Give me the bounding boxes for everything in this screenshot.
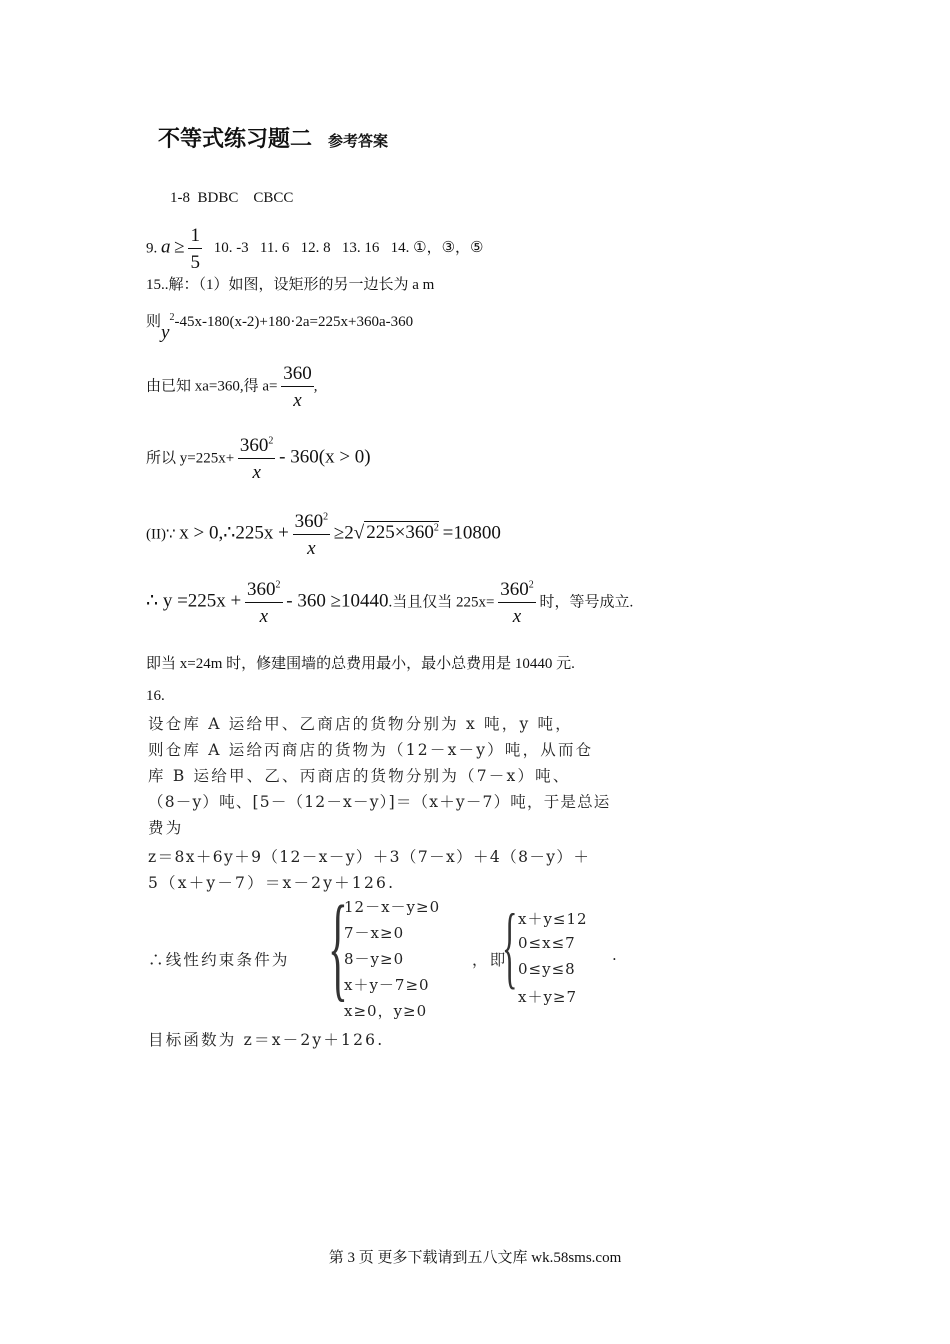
q15-line4 xyxy=(146,512,501,558)
q15-line3-fraction xyxy=(238,436,276,482)
q15-line2-fraction xyxy=(281,364,314,410)
q9-fraction xyxy=(188,226,202,272)
q15-line1 xyxy=(146,310,414,343)
sys2-row: x＋y≤12 xyxy=(518,910,588,928)
q15-intro: 15..解：（1）如图，设矩形的另一边长为 a m xyxy=(146,277,435,293)
q15-line2-den: x xyxy=(293,390,302,411)
sqrt-symbol: √ xyxy=(353,522,365,544)
q15-line4-sqrt-wrap xyxy=(364,521,439,543)
q15-line4-sup: 2 xyxy=(323,511,329,523)
q15-line5-pre: ∴ y =225x + xyxy=(146,590,242,612)
q15-line5-end: 时，等号成立. xyxy=(539,594,634,611)
sys-period: . xyxy=(612,946,618,964)
constraint-label: ∴线性约束条件为 xyxy=(148,951,290,969)
q15-line5-den2: x xyxy=(512,606,522,627)
q15-line5-den: x xyxy=(259,606,268,627)
sys1-row: 7－x≥0 xyxy=(344,924,405,942)
q16-p4: （8－y）吨、[5－（12－x－y）]＝（x＋y－7）吨，于是总运 xyxy=(148,793,611,811)
q15-line5-num: 360 xyxy=(247,579,276,600)
q15-line1-y: y xyxy=(161,322,170,343)
q15-line4-sqrt-sup: 2 xyxy=(433,523,439,535)
q15-line5-text: .当且仅当 225x= xyxy=(388,594,495,611)
title-text: 不等式练习题二 xyxy=(158,127,313,152)
q15-line1-sup: 2 xyxy=(169,312,175,323)
q15-line4-a: x > 0,∴225x + xyxy=(179,522,289,544)
q15-line5 xyxy=(146,580,633,626)
q16-p2: 则仓库 A 运给丙商店的货物为（12－x－y）吨，从而仓 xyxy=(148,741,594,759)
sys1-row: 8－y≥0 xyxy=(344,950,405,968)
q9-label: 9. xyxy=(146,240,158,257)
q15-line3-pre: 所以 y=225x+ xyxy=(146,450,235,467)
q15-line2-num: 360 xyxy=(281,364,314,387)
q15-line5-sup2: 2 xyxy=(528,579,534,591)
q15-line4-num-wrap xyxy=(293,512,331,535)
q15-line4-ge: ≥2 xyxy=(333,522,354,544)
q15-line5-num2: 360 xyxy=(500,579,529,600)
q15-line4-pre: (II)∵ xyxy=(146,526,176,543)
q15-line3-post: - 360(x > 0) xyxy=(279,446,371,468)
sys1-row: x＋y－7≥0 xyxy=(344,976,430,994)
q9-ge: ≥ xyxy=(174,236,185,258)
q15-line1-rest: -45x-180(x-2)+180·2a=225x+360a-360 xyxy=(174,314,414,330)
q15-line3-den: x xyxy=(252,462,261,483)
q15-conclusion: 即当 x=24m 时，修建围墙的总费用最小，最小总费用是 10440 元. xyxy=(146,656,575,672)
q15-line5-fraction xyxy=(245,580,283,626)
sys1-row: x≥0，y≥0 xyxy=(344,1002,428,1020)
left-brace-1: { xyxy=(328,881,348,1012)
q15-line3-sup: 2 xyxy=(268,435,274,447)
answers-1-8: 1-8 BDBC CBCC xyxy=(170,190,294,206)
ji-text: ，即 xyxy=(472,951,508,969)
q16-p1: 设仓库 A 运给甲、乙商店的货物分别为 x 吨，y 吨， xyxy=(148,715,573,733)
q15-line5-sup: 2 xyxy=(275,579,281,591)
q15-line3-num-wrap xyxy=(238,436,276,459)
q15-line4-eq: =10800 xyxy=(442,522,501,544)
q16-p5: 费为 xyxy=(148,819,184,837)
q16-label: 16. xyxy=(146,688,165,704)
q15-line5-mid: - 360 ≥10440 xyxy=(286,590,389,612)
q15-line3 xyxy=(146,436,371,482)
q15-line4-sqrt: 225×360 xyxy=(366,522,434,544)
subtitle-text: 参考答案 xyxy=(328,132,389,150)
q15-line5-num-wrap xyxy=(245,580,283,603)
q9-denominator: 5 xyxy=(190,252,200,273)
q15-line5-num2-wrap xyxy=(498,580,536,603)
q15-line1-pre: 则 xyxy=(146,314,162,330)
q9-line xyxy=(146,226,483,272)
q15-line2-pre: 由已知 xa=360,得 a= xyxy=(146,378,278,395)
q15-line2 xyxy=(146,364,318,410)
sys1-row: 12－x－y≥0 xyxy=(344,898,441,916)
sys2-row: x＋y≥7 xyxy=(518,988,578,1006)
sys2-row: 0≤x≤7 xyxy=(518,934,576,952)
q15-line4-num: 360 xyxy=(294,511,324,532)
left-brace-2: { xyxy=(502,895,518,997)
q16-p3: 库 B 运给甲、乙、丙商店的货物分别为（7－x）吨、 xyxy=(148,767,571,785)
q16-p6: z＝8x＋6y＋9（12－x－y）＋3（7－x）＋4（8－y）＋ xyxy=(148,848,591,866)
q15-line5-fraction2 xyxy=(498,580,536,626)
page-title xyxy=(158,122,388,153)
q15-line4-den: x xyxy=(307,538,316,559)
q16-p7: 5（x＋y－7）＝x－2y＋126. xyxy=(148,874,396,892)
objective: 目标函数为 z＝x－2y＋126. xyxy=(148,1031,385,1049)
page-footer: 第 3 页 更多下载请到五八文库 wk.58sms.com xyxy=(328,1250,622,1266)
q9-numerator: 1 xyxy=(188,226,202,249)
q15-line4-fraction xyxy=(293,512,331,558)
q9-var: a xyxy=(161,236,171,258)
q9-rest: 10. -3 11. 6 12. 8 13. 16 14. ①，③，⑤ xyxy=(213,240,484,257)
q15-line3-num: 360 xyxy=(239,435,269,456)
q15-line2-post: , xyxy=(313,378,318,395)
sys2-row: 0≤y≤8 xyxy=(518,960,576,978)
